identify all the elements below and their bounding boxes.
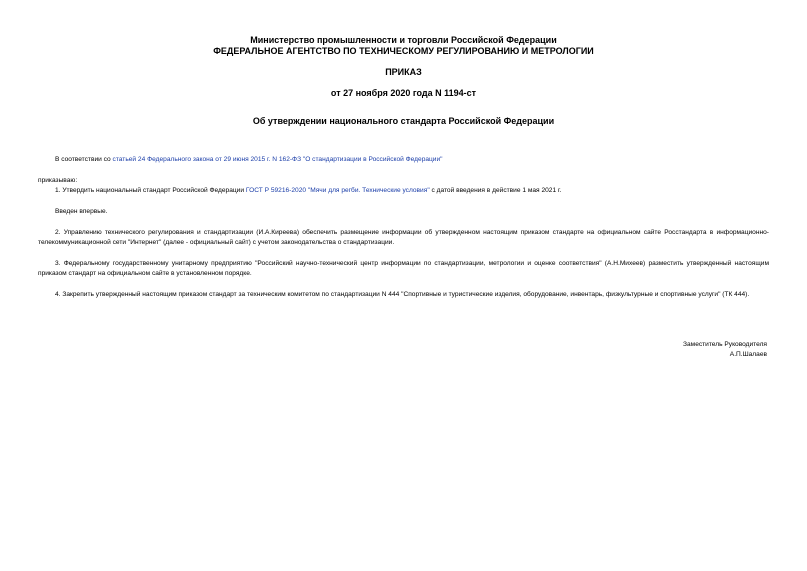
signer-name: А.П.Шалаев bbox=[729, 351, 767, 358]
signer-position: Заместитель Руководителя bbox=[683, 341, 767, 348]
document-type: ПРИКАЗ bbox=[385, 67, 422, 77]
document-date-number: от 27 ноября 2020 года N 1194-ст bbox=[330, 88, 477, 98]
item-4: 4. Закрепить утвержденный настоящим приказом стандарт за техническим комитетом по стандартизации N 444 "Спортивные и туристические изделия, оборудование, инвентарь, физкультурные и спортивные услуги" (ТК 444). bbox=[55, 291, 750, 298]
item-3: 3. Федеральному государственному унитарному предприятию "Российский научно-технический центр информации по стандартизации, метрологии и оценке соответствия" (А.Н.Михеев) разместить утвержденный настоящим приказом стандарт на официальном сайте в установленном порядке. bbox=[38, 260, 769, 277]
item-1-prefix: 1. Утвердить национальный стандарт Российской Федерации bbox=[55, 187, 246, 194]
item-2: 2. Управлению технического регулирования и стандартизации (И.А.Киреева) обеспечить размещение информации об утвержденном настоящим приказом стандарте на официальном сайте Росстандарта в информационно-телекоммуникационной сети "Интернет" (далее - официальный сайт) с учетом законодательства о стандартизации. bbox=[38, 229, 769, 246]
document-subject: Об утверждении национального стандарта Российской Федерации bbox=[252, 116, 555, 126]
intro-paragraph bbox=[55, 155, 770, 165]
law-link[interactable]: статьей 24 Федерального закона от 29 июня 2015 г. N 162-ФЗ "О стандартизации в Российской Федерации" bbox=[112, 156, 443, 163]
standard-link[interactable]: ГОСТ Р 59216-2020 "Мячи для регби. Технические условия" bbox=[245, 187, 430, 194]
item-1-suffix: с датой введения в действие 1 мая 2021 г. bbox=[429, 187, 562, 194]
agency-title: ФЕДЕРАЛЬНОЕ АГЕНТСТВО ПО ТЕХНИЧЕСКОМУ РЕГУЛИРОВАНИЮ И МЕТРОЛОГИИ bbox=[213, 46, 594, 56]
ministry-title: Министерство промышленности и торговли Российской Федерации bbox=[250, 35, 557, 45]
order-word: приказываю: bbox=[38, 177, 78, 184]
intro-prefix: В соответствии со bbox=[55, 156, 113, 163]
item-1 bbox=[55, 186, 770, 196]
introduced-note: Введен впервые. bbox=[55, 208, 108, 215]
